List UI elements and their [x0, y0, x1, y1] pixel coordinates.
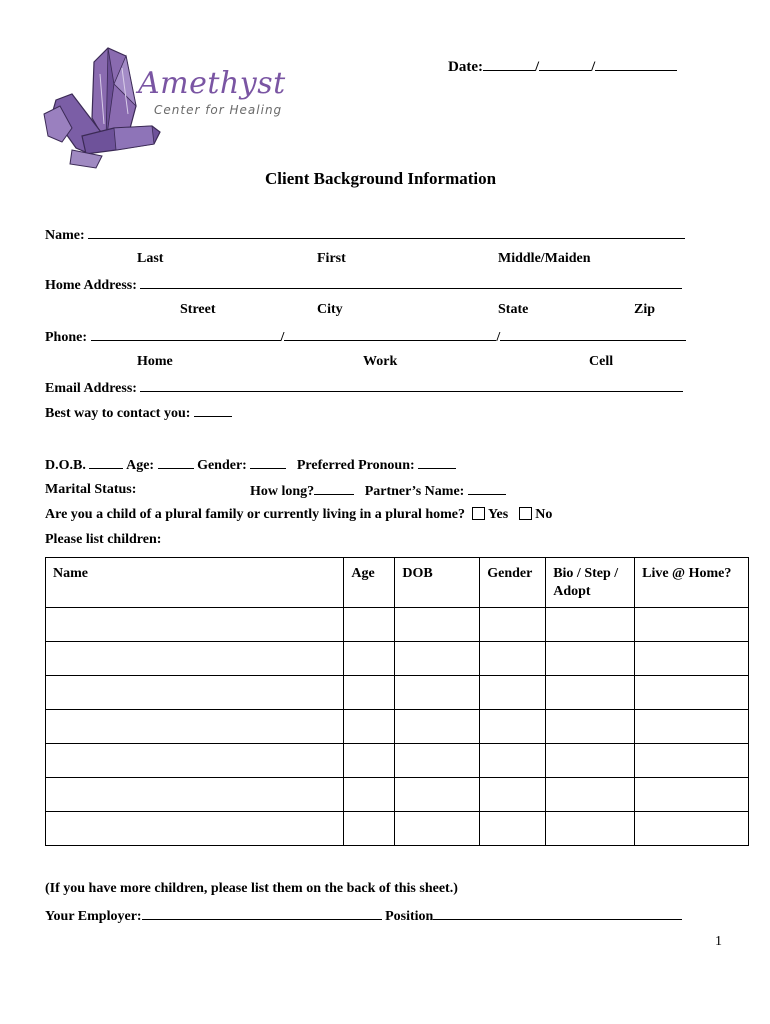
page-number: 1 [715, 934, 722, 949]
child-age-cell[interactable] [344, 778, 395, 812]
child-relationship-cell[interactable] [546, 608, 635, 642]
col-header-relationship: Bio / Step / Adopt [546, 558, 635, 608]
child-name-cell[interactable] [46, 608, 344, 642]
table-row [46, 812, 749, 846]
child-relationship-cell[interactable] [546, 710, 635, 744]
child-live-at-home-cell[interactable] [635, 642, 749, 676]
yes-checkbox[interactable] [472, 507, 485, 520]
page-title: Client Background Information [265, 169, 497, 188]
child-gender-cell[interactable] [480, 812, 546, 846]
child-name-cell[interactable] [46, 744, 344, 778]
child-dob-cell[interactable] [395, 676, 480, 710]
child-relationship-cell[interactable] [546, 812, 635, 846]
age-label: Age: [126, 458, 155, 473]
pronoun-label: Preferred Pronoun: [296, 458, 415, 473]
child-gender-cell[interactable] [480, 778, 546, 812]
child-age-cell[interactable] [344, 710, 395, 744]
child-dob-cell[interactable] [395, 608, 480, 642]
child-dob-cell[interactable] [395, 710, 480, 744]
howlong-label: How long? [250, 484, 315, 499]
name-part-first: First [317, 251, 346, 266]
demographics-row[interactable] [45, 456, 456, 474]
child-live-at-home-cell[interactable] [635, 778, 749, 812]
col-header-live-at-home: Live @ Home? [635, 558, 749, 608]
no-label: No [535, 507, 553, 522]
phone-part-work: Work [363, 354, 398, 369]
child-age-cell[interactable] [344, 608, 395, 642]
child-name-cell[interactable] [46, 812, 344, 846]
child-gender-cell[interactable] [480, 608, 546, 642]
more-children-note: (If you have more children, please list them on the back of this sheet.) [45, 881, 458, 896]
child-dob-cell[interactable] [395, 778, 480, 812]
child-gender-cell[interactable] [480, 642, 546, 676]
logo [42, 44, 312, 169]
marital-label: Marital Status: [45, 482, 137, 497]
name-part-middle: Middle/Maiden [498, 251, 591, 266]
amethyst-crystal-icon [42, 44, 172, 169]
name-label: Name: [45, 228, 85, 243]
child-dob-cell[interactable] [395, 642, 480, 676]
plural-question-row [45, 507, 552, 523]
children-table [45, 557, 749, 846]
table-header-row [46, 558, 749, 608]
child-gender-cell[interactable] [480, 676, 546, 710]
logo-wordmark: Amethyst [138, 66, 286, 101]
name-field[interactable] [45, 226, 685, 244]
table-row [46, 608, 749, 642]
table-row [46, 676, 749, 710]
col-header-dob: DOB [395, 558, 480, 608]
child-live-at-home-cell[interactable] [635, 676, 749, 710]
contact-label: Best way to contact you: [45, 406, 191, 421]
position-label: Position [385, 909, 434, 924]
address-part-city: City [317, 302, 343, 317]
child-gender-cell[interactable] [480, 710, 546, 744]
child-name-cell[interactable] [46, 642, 344, 676]
children-label: Please list children: [45, 532, 162, 547]
table-row [46, 642, 749, 676]
employer-row[interactable] [45, 907, 682, 925]
email-field[interactable] [45, 379, 683, 397]
child-dob-cell[interactable] [395, 744, 480, 778]
child-age-cell[interactable] [344, 642, 395, 676]
col-header-age: Age [344, 558, 395, 608]
child-name-cell[interactable] [46, 778, 344, 812]
email-label: Email Address: [45, 381, 137, 396]
col-header-gender: Gender [480, 558, 546, 608]
address-part-state: State [498, 302, 529, 317]
plural-question: Are you a child of a plural family or currently living in a plural home? [45, 507, 466, 522]
table-row [46, 744, 749, 778]
address-label: Home Address: [45, 278, 137, 293]
partner-label: Partner’s Name: [364, 484, 465, 499]
contact-method-field[interactable] [45, 404, 232, 422]
child-age-cell[interactable] [344, 812, 395, 846]
phone-part-cell: Cell [589, 354, 614, 369]
marital-howlong-field[interactable] [250, 482, 506, 500]
gender-label: Gender: [197, 458, 247, 473]
address-part-street: Street [180, 302, 216, 317]
table-row [46, 710, 749, 744]
address-field[interactable] [45, 276, 682, 294]
yes-label: Yes [488, 507, 509, 522]
address-part-zip: Zip [634, 302, 656, 317]
child-relationship-cell[interactable] [546, 676, 635, 710]
name-part-last: Last [137, 251, 164, 266]
child-gender-cell[interactable] [480, 744, 546, 778]
date-field[interactable]: Date: / / [448, 58, 677, 75]
child-live-at-home-cell[interactable] [635, 744, 749, 778]
child-dob-cell[interactable] [395, 812, 480, 846]
no-checkbox[interactable] [519, 507, 532, 520]
child-relationship-cell[interactable] [546, 744, 635, 778]
child-live-at-home-cell[interactable] [635, 812, 749, 846]
child-age-cell[interactable] [344, 744, 395, 778]
phone-part-home: Home [137, 354, 173, 369]
child-live-at-home-cell[interactable] [635, 608, 749, 642]
dob-label: D.O.B. [45, 458, 86, 473]
phone-field[interactable]: Phone: / / [45, 328, 686, 346]
child-live-at-home-cell[interactable] [635, 710, 749, 744]
child-name-cell[interactable] [46, 710, 344, 744]
phone-label: Phone: [45, 330, 87, 345]
child-relationship-cell[interactable] [546, 642, 635, 676]
table-row [46, 778, 749, 812]
logo-subtitle: Center for Healing [154, 103, 283, 117]
child-age-cell[interactable] [344, 676, 395, 710]
col-header-name: Name [46, 558, 344, 608]
employer-label: Your Employer: [45, 909, 142, 924]
child-relationship-cell[interactable] [546, 778, 635, 812]
date-label: Date: [448, 59, 483, 75]
child-name-cell[interactable] [46, 676, 344, 710]
